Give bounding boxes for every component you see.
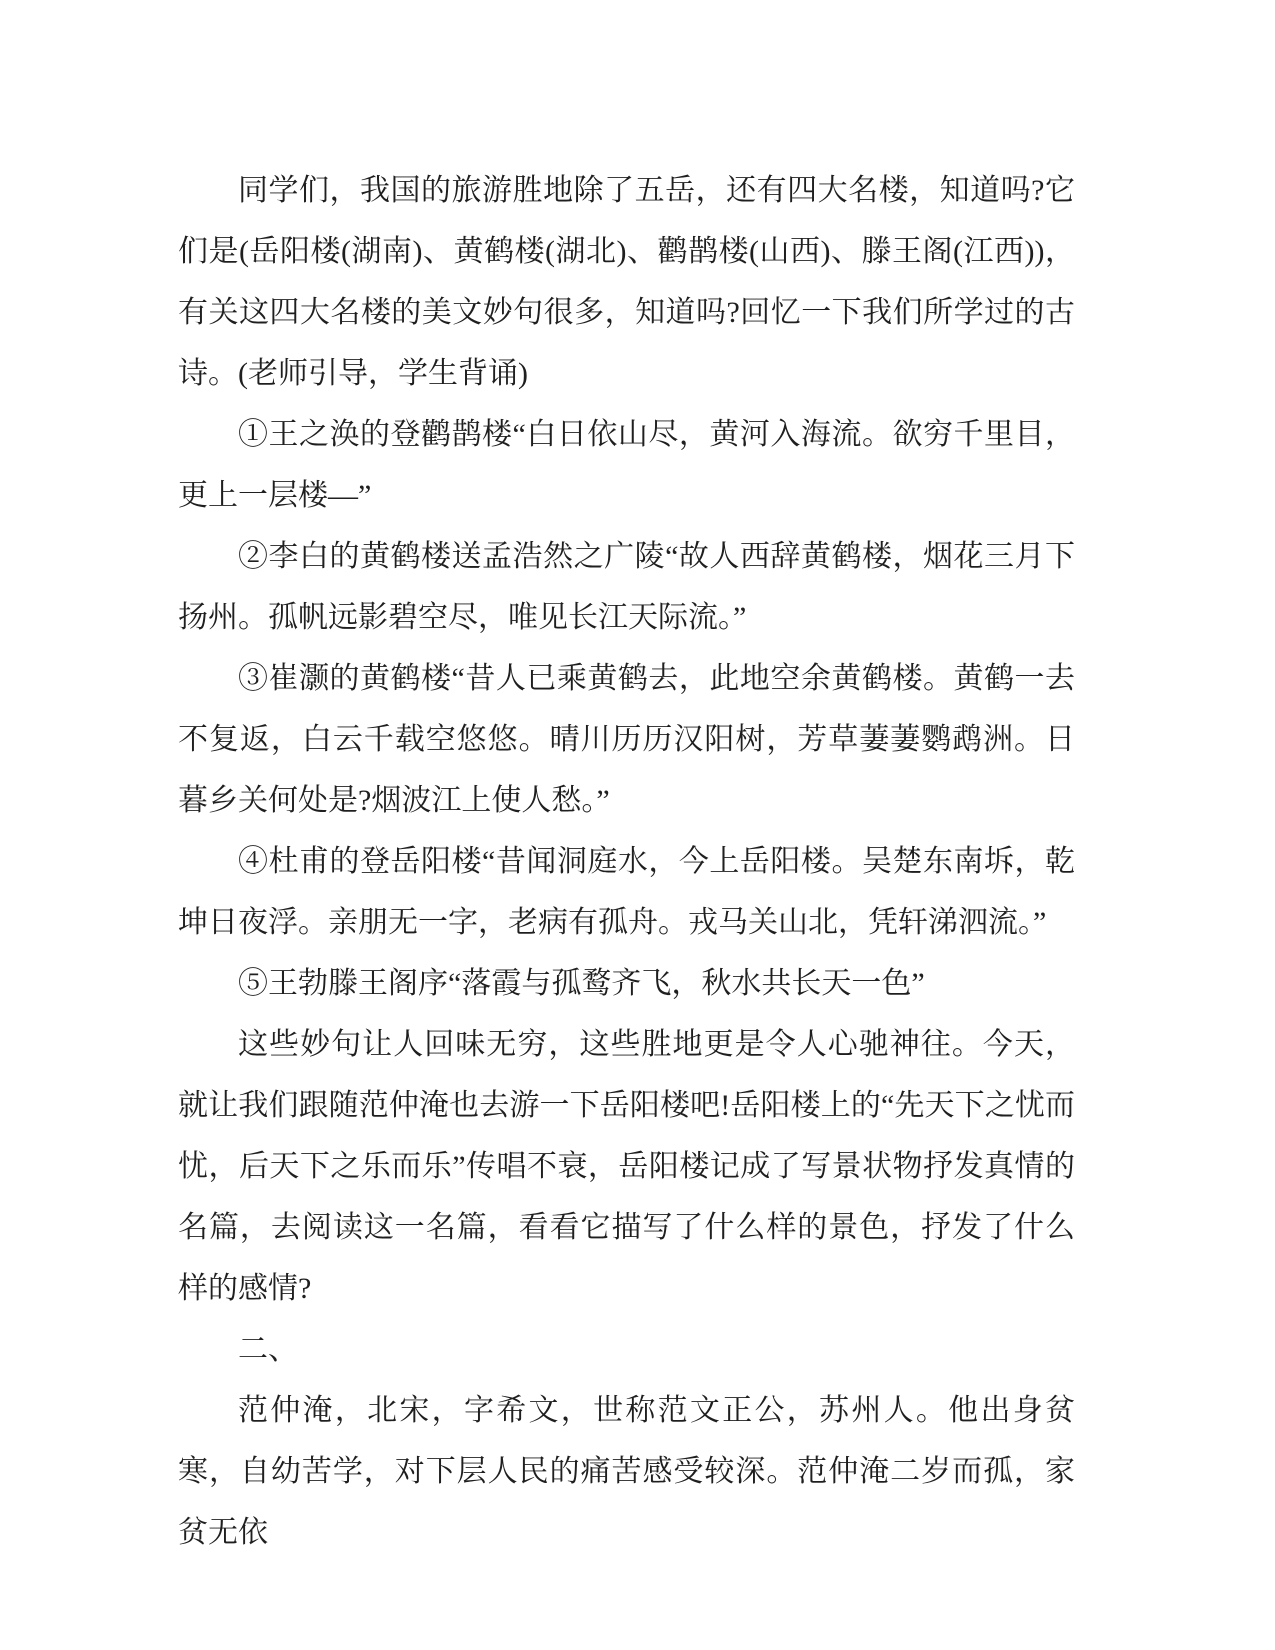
paragraph-intro: 同学们，我国的旅游胜地除了五岳，还有四大名楼，知道吗?它们是(岳阳楼(湖南)、黄鹤楼(湖北)、鹳鹊楼(山西)、滕王阁(江西))，有关这四大名楼的美文妙句很多，知道吗?回忆一下我们所学过的古诗。(老师引导，学生背诵) <box>178 174 1075 390</box>
paragraph-poem-1: ①王之涣的登鹳鹊楼“白日依山尽，黄河入海流。欲穷千里目，更上一层楼—” <box>178 418 1075 512</box>
paragraph-section-heading: 二、 <box>238 1333 298 1366</box>
paragraph-poem-2: ②李白的黄鹤楼送孟浩然之广陵“故人西辞黄鹤楼，烟花三月下扬州。孤帆远影碧空尽，唯见长江天际流。” <box>178 540 1075 634</box>
paragraph-poem-3: ③崔灏的黄鹤楼“昔人已乘黄鹤去，此地空余黄鹤楼。黄鹤一去不复返，白云千载空悠悠。晴川历历汉阳树，芳草萋萋鹦鹉洲。日暮乡关何处是?烟波江上使人愁。” <box>178 662 1075 817</box>
paragraph-poem-5: ⑤王勃滕王阁序“落霞与孤鹜齐飞，秋水共长天一色” <box>238 967 925 1000</box>
document-content <box>178 160 1075 1563</box>
paragraph-author-bio: 范仲淹，北宋，字希文，世称范文正公，苏州人。他出身贫寒，自幼苦学，对下层人民的痛苦感受较深。范仲淹二岁而孤，家贫无依 <box>178 1394 1075 1549</box>
paragraph-summary: 这些妙句让人回味无穷，这些胜地更是令人心驰神往。今天，就让我们跟随范仲淹也去游一下岳阳楼吧!岳阳楼上的“先天下之忧而忧，后天下之乐而乐”传唱不衰，岳阳楼记成了写景状物抒发真情的名篇，去阅读这一名篇，看看它描写了什么样的景色，抒发了什么样的感情? <box>178 1028 1075 1305</box>
paragraph-poem-4: ④杜甫的登岳阳楼“昔闻洞庭水，今上岳阳楼。吴楚东南坼，乾坤日夜浮。亲朋无一字，老病有孤舟。戎马关山北，凭轩涕泗流。” <box>178 845 1075 939</box>
